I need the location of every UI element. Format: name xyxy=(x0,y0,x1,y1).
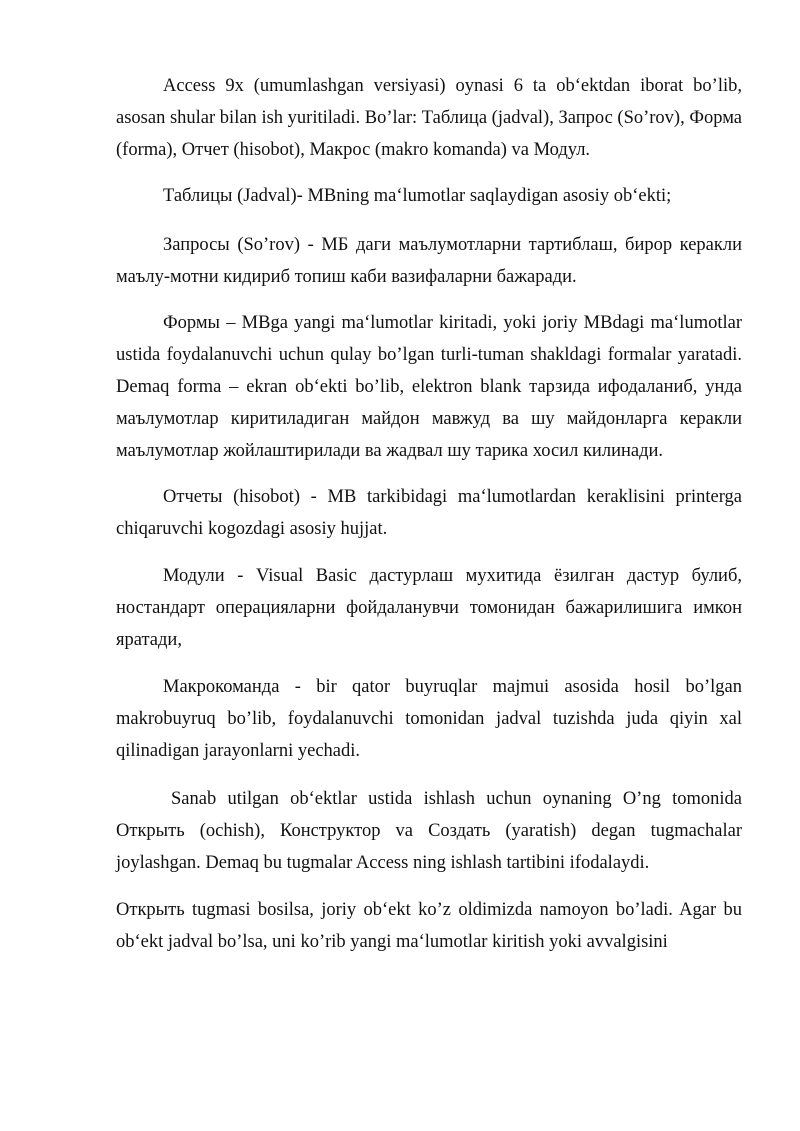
paragraph-buttons: Sanab utilgan ob‘ektlar ustida ishlash uchun oynaning O’ng tomonida Открыть (ochish), Конструктор va Создать (yaratish) degan tugmachalar joylashgan. Demaq bu tugmalar Access ning ishlash tartibini ifodalaydi. xyxy=(116,789,742,873)
paragraph-queries: Запросы (So’rov) - МБ даги маълумотларни тартиблаш, бирор керакли маълу-мотни кидириб топиш каби вазифаларни бажаради. xyxy=(116,235,742,287)
paragraph-forms: Формы – MBga yangi ma‘lumotlar kiritadi, yoki joriy MBdagi ma‘lumotlar ustida foydalanuvchi uchun qulay bo’lgan turli-tuman shakldagi formalar yaratadi. Demaq forma – ekran ob‘ekti bo’lib, elektron blank тарзида ифодаланиб, унда маълумотлар киритиладиган майдон мавжуд ва шу майдонларга керакли маълумотлар жойлаштирилади ва жадвал шу тарика хосил килинади. xyxy=(116,313,742,461)
paragraph-macros: Макрокоманда - bir qator buyruqlar majmui asosida hosil bo’lgan makrobuyruq bo’lib, foydalanuvchi tomonidan jadval tuzishda juda qiyin xal qilinadigan jarayonlarni yechadi. xyxy=(116,677,742,761)
paragraph-open-button: Открыть tugmasi bosilsa, joriy ob‘ekt ko’z oldimizda namoyon bo’ladi. Agar bu ob‘ekt jadval bo’lsa, uni ko’rib yangi ma‘lumotlar kiritish yoki avvalgisini xyxy=(116,900,742,952)
paragraph-reports: Отчеты (hisobot) - MB tarkibidagi ma‘lumotlardan keraklisini printerga chiqaruvchi kogozdagi asosiy hujjat. xyxy=(116,487,742,539)
paragraph-access-overview: Access 9x (umumlashgan versiyasi) oynasi 6 ta ob‘ektdan iborat bo’lib, asosan shular bilan ish yuritiladi. Bo’lar: Таблица (jadval), Запрос (So’rov), Форма (forma), Отчет (hisobot), Макрос (makro komanda) va Модул. xyxy=(116,76,742,160)
paragraph-tables: Таблицы (Jadval)- MBning ma‘lumotlar saqlaydigan asosiy ob‘ekti; xyxy=(163,186,672,206)
paragraph-modules: Модули - Visual Basic дастурлаш мухитида ёзилган дастур булиб, ностандарт операцияларни фойдаланувчи томонидан бажарилишига имкон яратади, xyxy=(116,566,742,650)
